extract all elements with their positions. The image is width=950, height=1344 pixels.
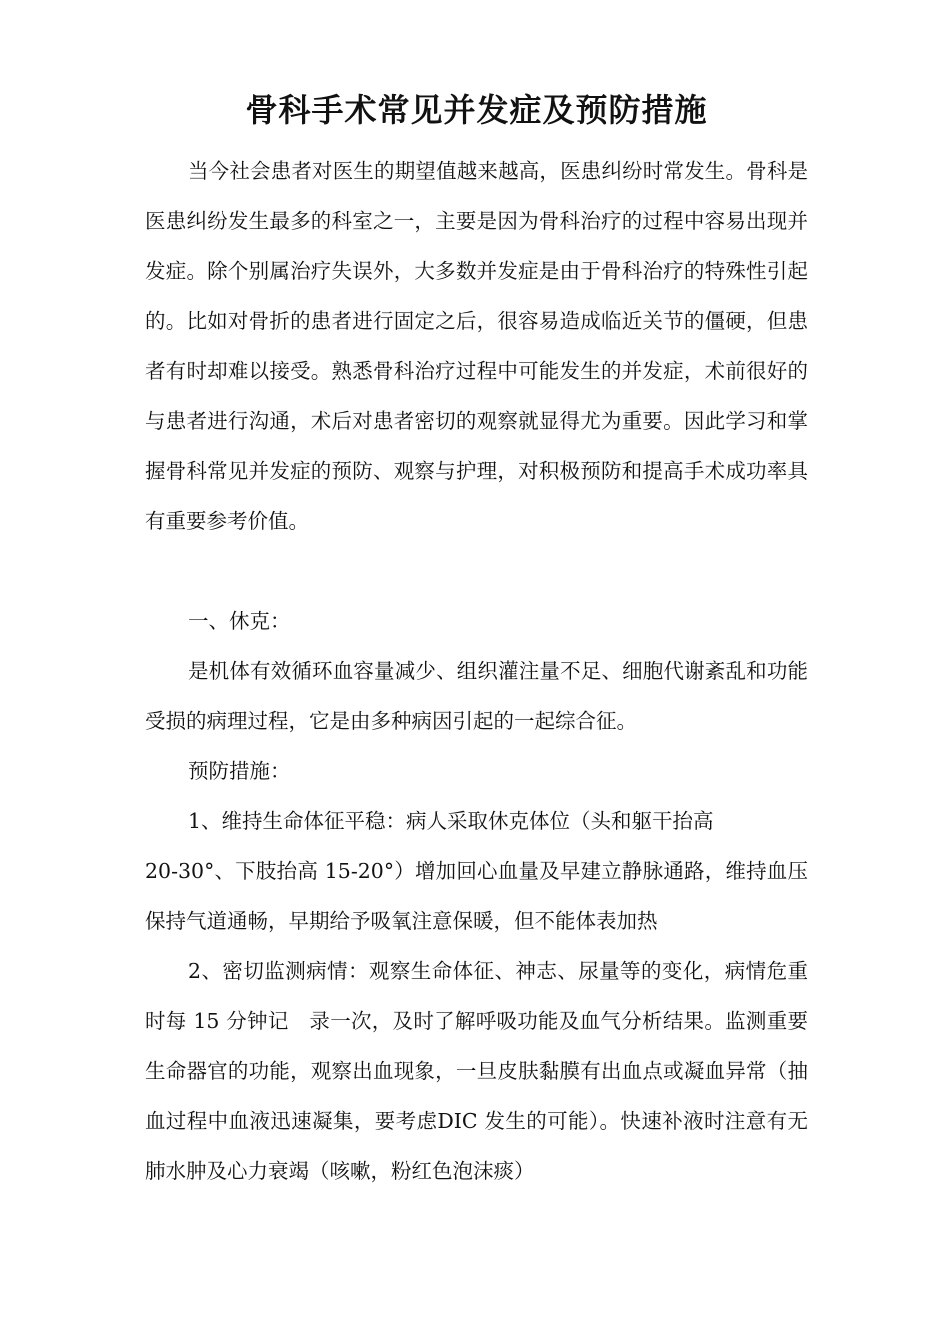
prevention-item-1-first-line: 1、维持生命体征平稳：病人采取休克体位（头和躯干抬高	[188, 809, 714, 833]
paragraph-gap	[145, 546, 808, 596]
intro-paragraph: 当今社会患者对医生的期望值越来越高，医患纠纷时常发生。骨科是医患纠纷发生最多的科室之一，主要是因为骨科治疗的过程中容易出现并发症。除个别属治疗失误外，大多数并发症是由于骨科治疗的特殊性引起的。比如对骨折的患者进行固定之后，很容易造成临近关节的僵硬，但患者有时却难以接受。熟悉骨科治疗过程中可能发生的并发症，术前很好的与患者进行沟通，术后对患者密切的观察就显得尤为重要。因此学习和掌握骨科常见并发症的预防、观察与护理，对积极预防和提高手术成功率具有重要参考价值。	[145, 159, 808, 533]
section-heading-shock: 一、休克：	[188, 609, 291, 633]
prevention-item-1	[145, 796, 808, 946]
prevention-item-2: 2、密切监测病情：观察生命体征、神志、尿量等的变化，病情危重时每 15 分钟记 录一次，及时了解呼吸功能及血气分析结果。监测重要生命器官的功能，观察出血现象，一旦皮肤黏膜有出血点或凝血异常（抽血过程中血液迅速凝集，要考虑DIC 发生的可能）。快速补液时注意有无肺水肿及心力衰竭（咳嗽，粉红色泡沫痰）	[145, 959, 808, 1183]
document-title: 骨科手术常见并发症及预防措施	[245, 91, 708, 129]
prevention-item-1-rest: 20-30°、下肢抬高 15-20°）增加回心血量及早建立静脉通路，维持血压保持气道通畅，早期给予吸氧注意保暖，但不能体表加热	[145, 859, 808, 933]
prevention-heading: 预防措施：	[188, 759, 291, 783]
shock-definition: 是机体有效循环血容量减少、组织灌注量不足、细胞代谢紊乱和功能受损的病理过程，它是由多种病因引起的一起综合征。	[145, 659, 808, 733]
